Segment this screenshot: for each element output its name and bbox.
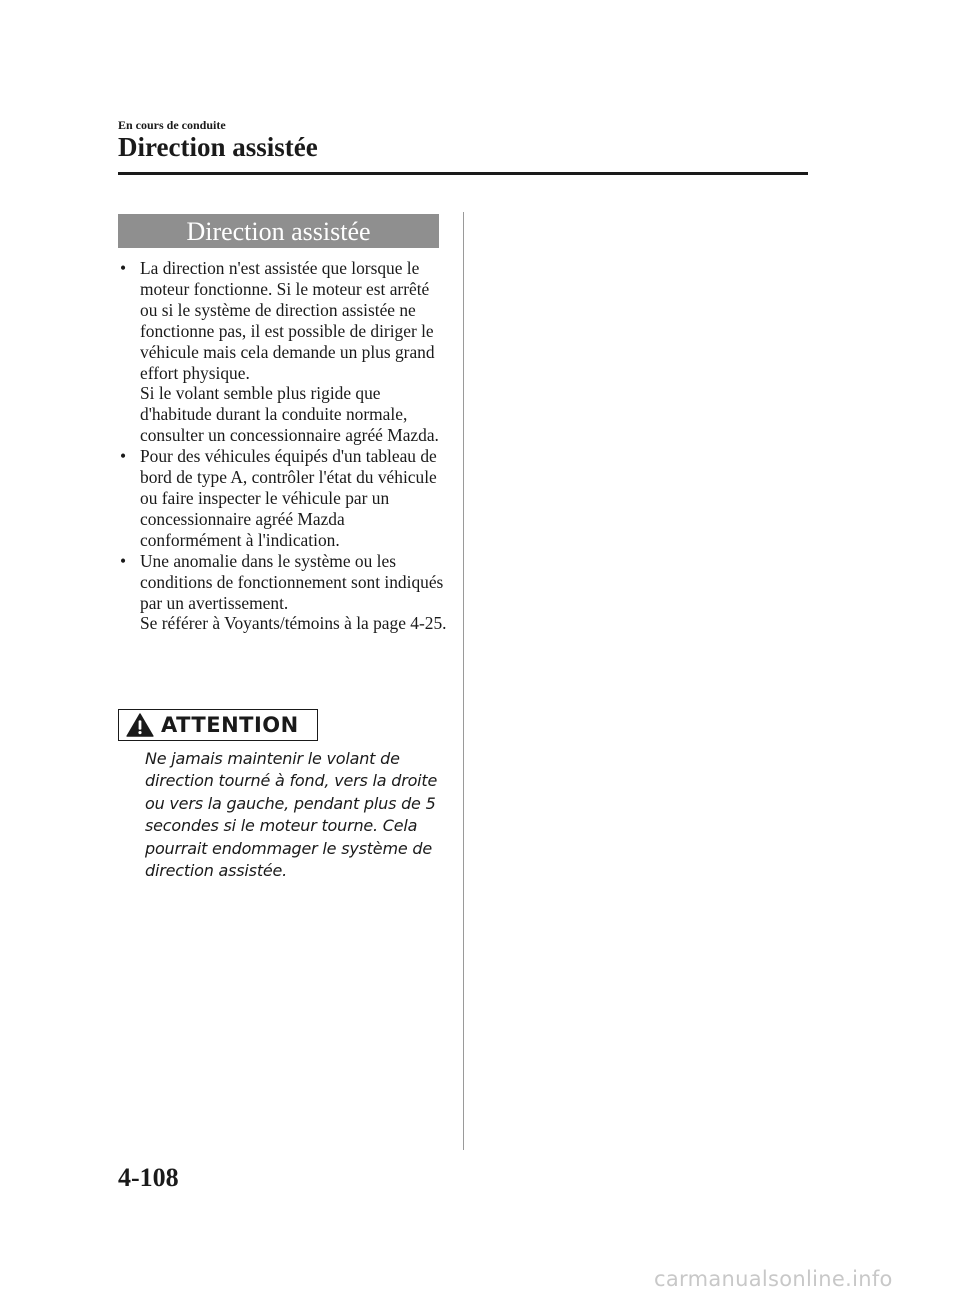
bullet-list	[118, 258, 448, 634]
bullet-icon: •	[120, 258, 127, 278]
bullet-icon: •	[120, 550, 127, 571]
watermark: carmanualsonline.info	[654, 1267, 893, 1291]
chapter-label: En cours de conduite	[118, 118, 226, 132]
title-rule	[118, 172, 808, 175]
column-divider	[463, 212, 464, 1150]
attention-text: Ne jamais maintenir le volant de direction tourné à fond, vers la droite ou vers la gauche, pendant plus de 5 secondes si le moteur tourne. Cela pourrait endommager le système de direction assistée.	[145, 749, 438, 881]
attention-box	[118, 709, 318, 741]
list-item-paragraph: Se référer à Voyants/témoins à la page 4-25.	[140, 613, 447, 634]
list-item-paragraph: Une anomalie dans le système ou les conditions de fonctionnement sont indiqués par un avertissement.	[140, 550, 444, 613]
page-number: 4-108	[118, 1163, 179, 1192]
attention-label: ATTENTION	[161, 713, 299, 737]
list-item	[118, 258, 448, 446]
warning-triangle-icon	[125, 713, 155, 737]
list-item	[118, 551, 448, 635]
list-item-paragraph: La direction n'est assistée que lorsque le moteur fonctionne. Si le moteur est arrêté ou si le système de direction assistée ne fonctionne pas, il est possible de diriger le véhicule mais cela demande un plus grand effort physique.	[140, 258, 435, 383]
list-item	[118, 446, 448, 551]
list-item-paragraph: Pour des véhicules équipés d'un tableau de bord de type A, contrôler l'état du véhicule ou faire inspecter le véhicule par un concessionnaire agréé Mazda conformément à l'indication.	[140, 446, 437, 550]
section-heading: Direction assistée	[118, 214, 439, 248]
list-item-paragraph: Si le volant semble plus rigide que d'habitude durant la conduite normale, consulter un concessionnaire agréé Mazda.	[140, 383, 439, 446]
bullet-icon: •	[120, 446, 127, 467]
page-title: Direction assistée	[118, 132, 318, 162]
